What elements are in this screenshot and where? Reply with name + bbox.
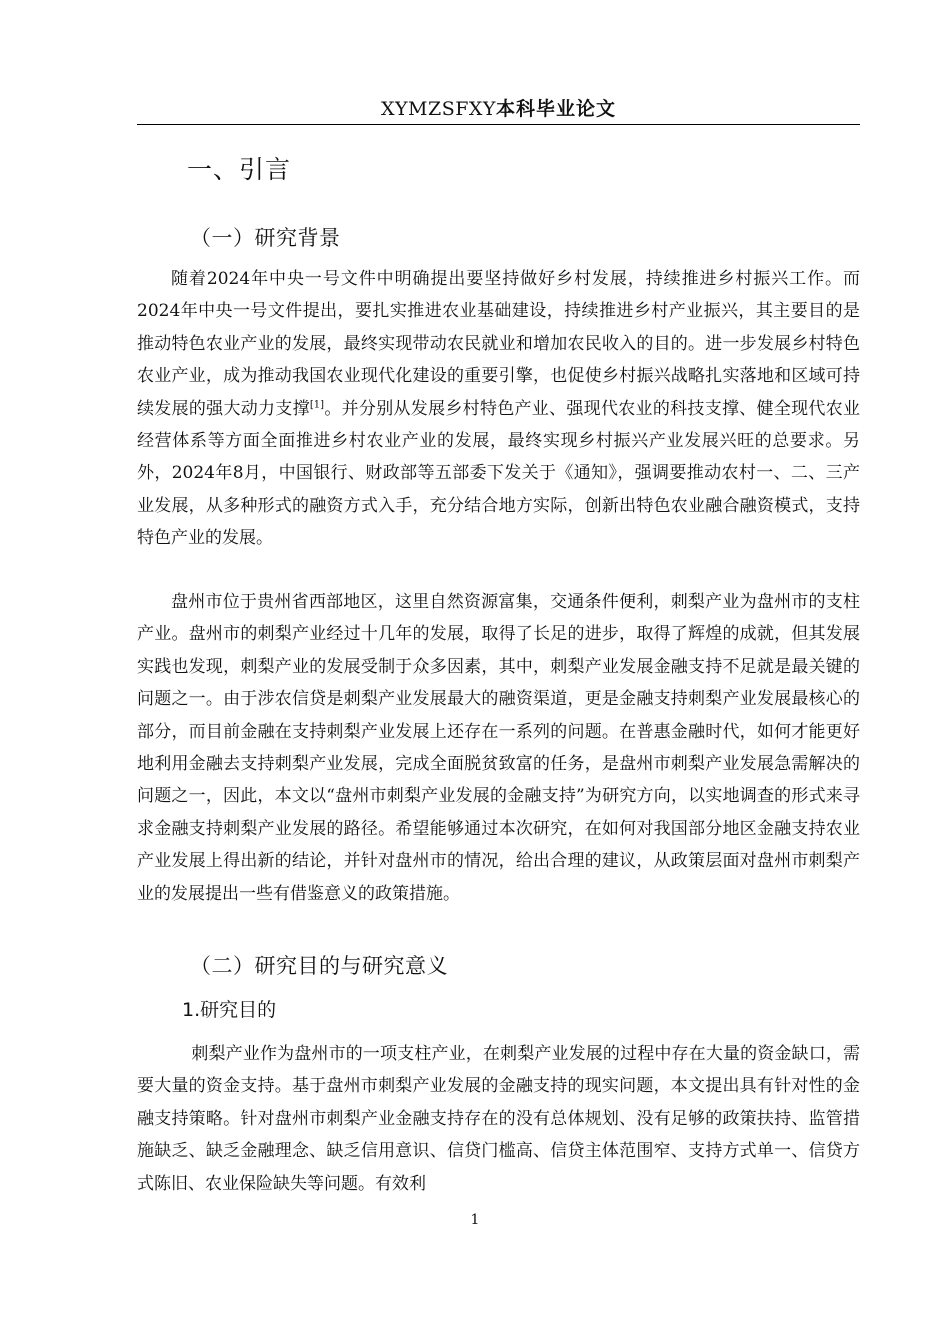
citation-ref: [1] <box>309 398 325 410</box>
running-header <box>137 94 860 125</box>
header-doc-type: 本科毕业论文 <box>495 98 616 120</box>
paragraph-text: 。并分别从发展乡村特色产业、强现代农业的科技支撑、健全现代农业经营体系等方面全面推进乡村农业产业的发展，最终实现乡村振兴产业发展兴旺的总要求。另外，2024年8月，中国银行、财政部等五部委下发关于《通知》，强调要推动农村一、二、三产业发展，从多种形式的融资方式入手，充分结合地方实际，创新出特色农业融合融资模式，支持特色产业的发展。 <box>137 398 861 549</box>
header-school-code: XYMZSFXY <box>380 98 496 120</box>
paragraph-purpose: 刺梨产业作为盘州市的一项支柱产业，在刺梨产业发展的过程中存在大量的资金缺口，需要大量的资金支持。基于盘州市刺梨产业发展的金融支持的现实问题，本文提出具有针对性的金融支持策略。针对盘州市刺梨产业金融支持存在的没有总体规划、没有足够的政策扶持、监管措施缺乏、缺乏金融理念、缺乏信用意识、信贷门槛高、信贷主体范围窄、支持方式单一、信贷方式陈旧、农业保险缺失等问题。有效利 <box>137 1044 860 1194</box>
paragraph-background-1 <box>137 263 860 555</box>
section-title: 一、引言 <box>187 155 292 184</box>
subsection-title-background: （一）研究背景 <box>190 226 341 250</box>
page-number: 1 <box>470 1212 480 1228</box>
paragraph-background-2: 盘州市位于贵州省西部地区，这里自然资源富集，交通条件便利，刺梨产业为盘州市的支柱产业。盘州市的刺梨产业经过十几年的发展，取得了长足的进步，取得了辉煌的成就，但其发展实践也发现，刺梨产业的发展受制于众多因素，其中，刺梨产业发展金融支持不足就是最关键的问题之一。由于涉农信贷是刺梨产业发展最大的融资渠道，更是金融支持刺梨产业发展最核心的部分，而目前金融在支持刺梨产业发展上还存在一系列的问题。在普惠金融时代，如何才能更好地利用金融去支持刺梨产业发展，完成全面脱贫致富的任务，是盘州市刺梨产业发展急需解决的问题之一，因此，本文以“盘州市刺梨产业发展的金融支持”为研究方向，以实地调查的形式来寻求金融支持刺梨产业发展的路径。希望能够通过本次研究，在如何对我国部分地区金融支持农业产业发展上得出新的结论，并针对盘州市的情况，给出合理的建议，从政策层面对盘州市刺梨产业的发展提出一些有借鉴意义的政策措施。 <box>137 592 860 904</box>
subsection-title-purpose: （二）研究目的与研究意义 <box>190 954 448 978</box>
subsubsection-title-purpose: 1.研究目的 <box>182 999 277 1021</box>
paragraph-text: 随着2024年中央一号文件中明确提出要坚持做好乡村发展，持续推进乡村振兴工作。而2024年中央一号文件提出，要扎实推进农业基础建设，持续推进乡村产业振兴，其主要目的是推动特色农业产业的发展，最终实现带动农民就业和增加农民收入的目的。进一步发展乡村特色农业产业，成为推动我国农业现代化建设的重要引擎，也促使乡村振兴战略扎实落地和区域可持续发展的强大动力支撑 <box>137 269 860 419</box>
